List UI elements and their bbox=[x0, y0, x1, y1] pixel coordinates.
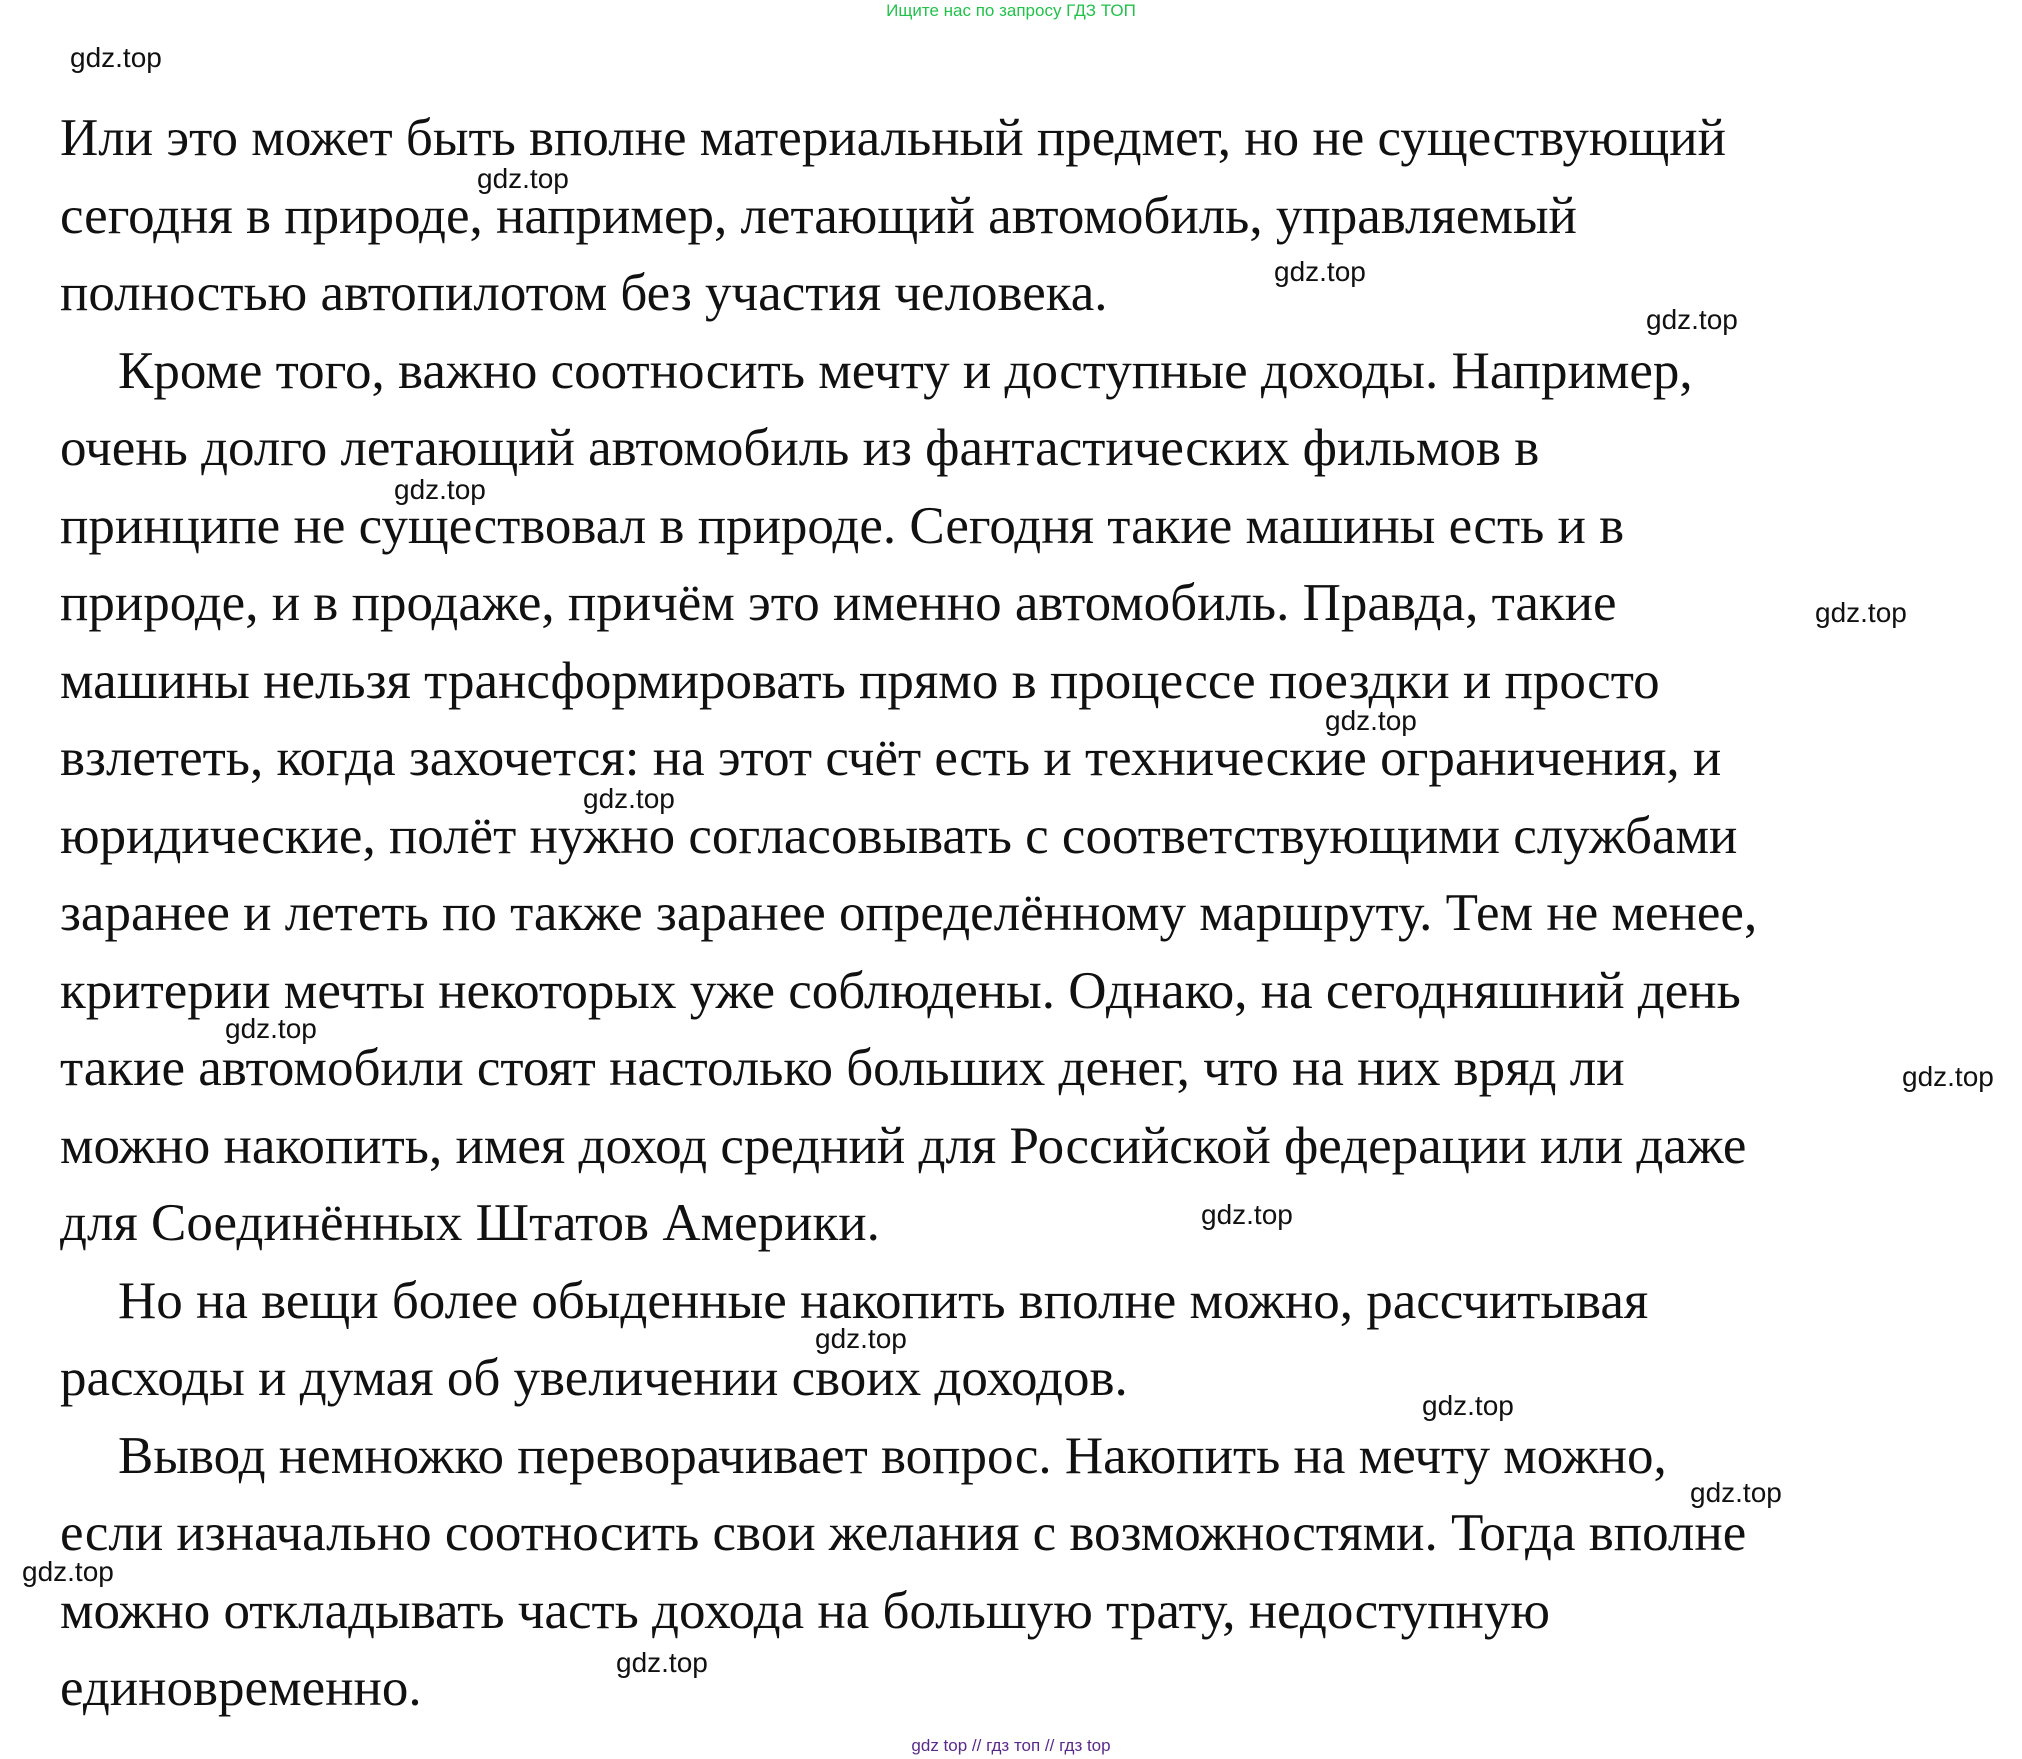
watermark: gdz.top bbox=[1646, 304, 1738, 335]
top-banner[interactable]: Ищите нас по запросу ГДЗ ТОП bbox=[886, 1, 1136, 20]
watermark: gdz.top bbox=[477, 163, 569, 194]
watermark: gdz.top bbox=[394, 474, 486, 505]
text-line: Кроме того, важно соотносить мечту и доступные доходы. Например, bbox=[118, 341, 1693, 400]
text-line: Вывод немножко переворачивает вопрос. Накопить на мечту можно, bbox=[118, 1426, 1667, 1485]
text-line: сегодня в природе, например, летающий автомобиль, управляемый bbox=[60, 186, 1577, 245]
paragraph-3 bbox=[60, 1263, 1980, 1418]
watermark: gdz.top bbox=[225, 1013, 317, 1044]
watermark: gdz.top bbox=[1902, 1061, 1994, 1092]
text-line: юридические, полёт нужно согласовывать с соответствующими службами bbox=[60, 806, 1738, 865]
watermark: gdz.top bbox=[815, 1323, 907, 1354]
text-line: такие автомобили стоят настолько больших денег, что на них вряд ли bbox=[60, 1039, 1625, 1097]
text-line: расходы и думая об увеличении своих доходов. bbox=[60, 1349, 1128, 1407]
watermark: gdz.top bbox=[1690, 1477, 1782, 1508]
text-line: для Соединённых Штатов Америки. bbox=[60, 1194, 880, 1252]
text-line: Или это может быть вполне материальный предмет, но не существующий bbox=[60, 109, 1727, 167]
watermark: gdz.top bbox=[616, 1647, 708, 1678]
watermark: gdz.top bbox=[1201, 1199, 1293, 1230]
text-line: если изначально соотносить свои желания с возможностями. Тогда вполне bbox=[60, 1504, 1747, 1562]
paragraph-1 bbox=[60, 100, 1980, 333]
text-line: Но на вещи более обыденные накопить вполне можно, рассчитывая bbox=[118, 1271, 1649, 1330]
watermark: gdz.top bbox=[70, 42, 162, 73]
watermark: gdz.top bbox=[22, 1556, 114, 1587]
text-line: полностью автопилотом без участия человека. bbox=[60, 264, 1108, 322]
watermark: gdz.top bbox=[1422, 1390, 1514, 1421]
text-line: можно накопить, имея доход средний для Российской федерации или даже bbox=[60, 1116, 1747, 1175]
footer[interactable]: gdz top // гдз топ // гдз top bbox=[911, 1736, 1111, 1755]
text-line: единовременно. bbox=[60, 1659, 422, 1717]
text-line: можно откладывать часть дохода на большую трату, недоступную bbox=[60, 1581, 1550, 1640]
watermark: gdz.top bbox=[1815, 597, 1907, 628]
text-line: очень долго летающий автомобиль из фантастических фильмов в bbox=[60, 419, 1540, 477]
paragraph-2 bbox=[60, 333, 1980, 1263]
text-line: заранее и лететь по также заранее определённому маршруту. Тем не менее, bbox=[60, 884, 1758, 942]
paragraph-4 bbox=[60, 1418, 1980, 1728]
watermark: gdz.top bbox=[1274, 256, 1366, 287]
text-line: природе, и в продаже, причём это именно автомобиль. Правда, такие bbox=[60, 574, 1617, 632]
text-line: принципе не существовал в природе. Сегодня такие машины есть и в bbox=[60, 496, 1625, 555]
text-line: критерии мечты некоторых уже соблюдены. Однако, на сегодняшний день bbox=[60, 961, 1741, 1020]
watermark: gdz.top bbox=[1325, 705, 1417, 736]
watermark: gdz.top bbox=[583, 783, 675, 814]
text-line: машины нельзя трансформировать прямо в процессе поездки и просто bbox=[60, 651, 1660, 710]
text-line: взлететь, когда захочется: на этот счёт есть и технические ограничения, и bbox=[60, 729, 1722, 787]
